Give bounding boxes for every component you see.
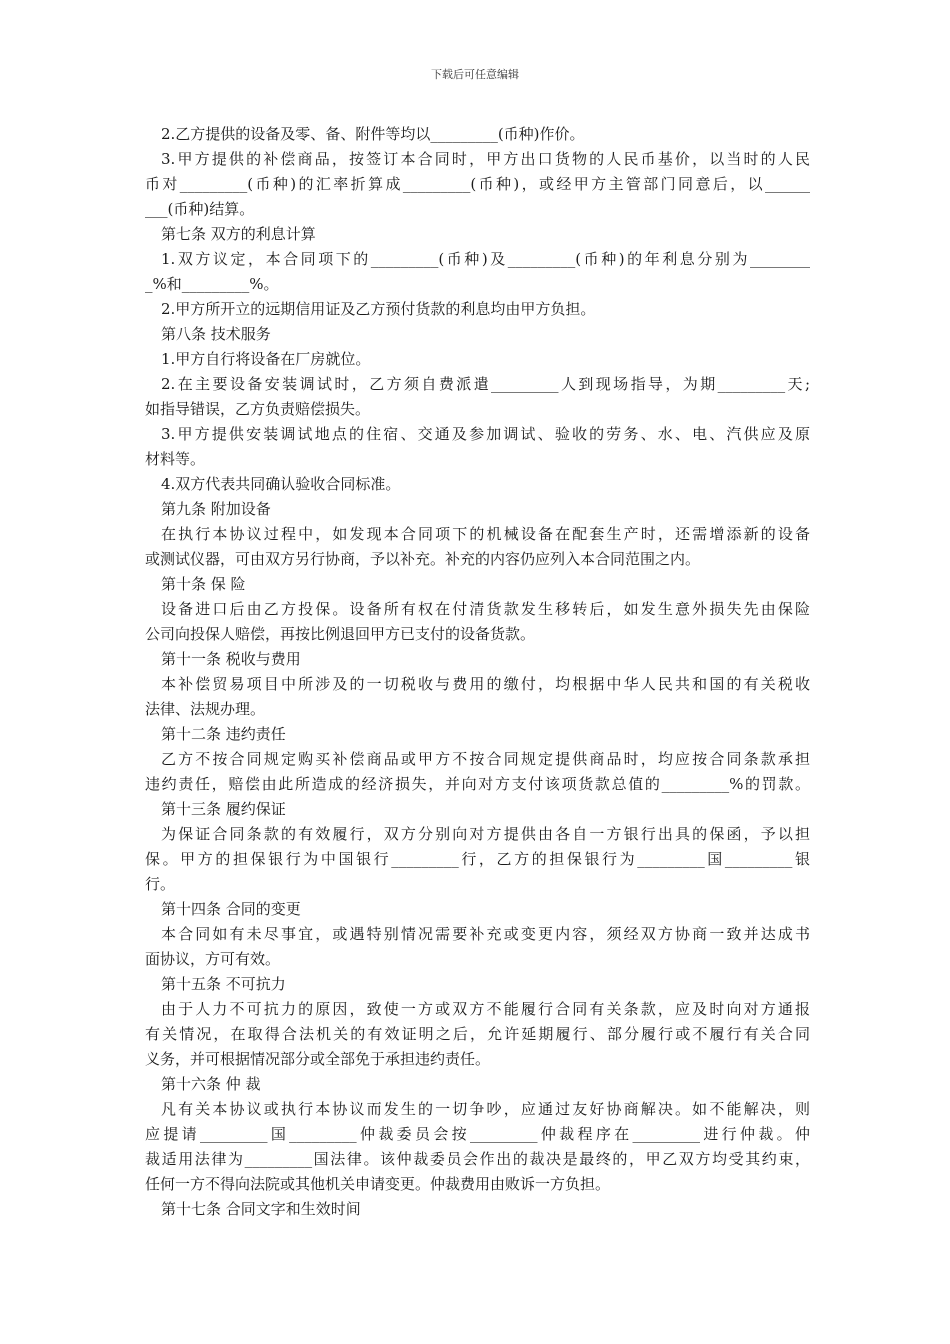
text-line: 或测试仪器，可由双方另行协商，予以补充。补充的内容仍应列入本合同范围之内。 bbox=[145, 550, 701, 568]
text-line: 第八条 技术服务 bbox=[161, 325, 271, 343]
text-line: _%和_________%。 bbox=[145, 275, 279, 293]
text-line: 有关情况，在取得合法机关的有效证明之后，允许延期履行、部分履行或不履行有关合同 bbox=[145, 1025, 810, 1043]
text-line: 违约责任，赔偿由此所造成的经济损失，并向对方支付该项货款总值的_________%的罚款。 bbox=[145, 775, 810, 793]
text-line: 法律、法规办理。 bbox=[145, 700, 266, 718]
text-line: 面协议，方可有效。 bbox=[145, 950, 281, 968]
text-line: 乙方不按合同规定购买补偿商品或甲方不按合同规定提供商品时，均应按合同条款承担 bbox=[161, 750, 810, 768]
text-line: 行。 bbox=[145, 875, 176, 893]
text-line: 3.甲方提供安装调试地点的住宿、交通及参加调试、验收的劳务、水、电、汽供应及原 bbox=[161, 425, 810, 443]
text-line: 2.乙方提供的设备及零、备、附件等均以_________(币种)作价。 bbox=[161, 125, 585, 143]
text-line: 本合同如有未尽事宜，或遇特别情况需要补充或变更内容，须经双方协商一致并达成书 bbox=[161, 925, 810, 943]
text-line: 如指导错误，乙方负责赔偿损失。 bbox=[145, 400, 371, 418]
text-line: 本补偿贸易项目中所涉及的一切税收与费用的缴付，均根据中华人民共和国的有关税收 bbox=[161, 675, 810, 693]
text-line: 由于人力不可抗力的原因，致使一方或双方不能履行合同有关条款，应及时向对方通报 bbox=[161, 1000, 810, 1018]
document-body bbox=[145, 122, 810, 1222]
text-line: 应提请_________国_________仲裁委员会按_________仲裁程序在_________进行仲裁。仲 bbox=[145, 1125, 810, 1143]
text-line: 第十条 保 险 bbox=[161, 575, 246, 593]
text-line: 公司向投保人赔偿，再按比例退回甲方已支付的设备货款。 bbox=[145, 625, 536, 643]
text-line: 2.甲方所开立的远期信用证及乙方预付货款的利息均由甲方负担。 bbox=[161, 300, 596, 318]
text-line: 4.双方代表共同确认验收合同标准。 bbox=[161, 475, 401, 493]
text-line: 设备进口后由乙方投保。设备所有权在付清货款发生移转后，如发生意外损失先由保险 bbox=[161, 600, 810, 618]
text-line: 材料等。 bbox=[145, 450, 206, 468]
text-line: 3.甲方提供的补偿商品，按签订本合同时，甲方出口货物的人民币基价，以当时的人民 bbox=[161, 150, 810, 168]
text-line: 第十三条 履约保证 bbox=[161, 800, 286, 818]
text-line: 2.在主要设备安装调试时，乙方须自费派遣_________人到现场指导，为期_________天; bbox=[161, 375, 810, 393]
text-line: 第七条 双方的利息计算 bbox=[161, 225, 316, 243]
text-line: 第十四条 合同的变更 bbox=[161, 900, 301, 918]
text-line: 裁适用法律为_________国法律。该仲裁委员会作出的裁决是最终的，甲乙双方均受其约束， bbox=[145, 1150, 810, 1168]
text-line: 第十六条 仲 裁 bbox=[161, 1075, 261, 1093]
text-line: ___(币种)结算。 bbox=[145, 200, 255, 218]
text-line: 义务，并可根据情况部分或全部免于承担违约责任。 bbox=[145, 1050, 491, 1068]
text-line: 在执行本协议过程中，如发现本合同项下的机械设备在配套生产时，还需增添新的设备 bbox=[161, 525, 810, 543]
text-line: 凡有关本协议或执行本协议而发生的一切争吵，应通过友好协商解决。如不能解决，则 bbox=[161, 1100, 810, 1118]
text-line: 任何一方不得向法院或其他机关申请变更。仲裁费用由败诉一方负担。 bbox=[145, 1175, 611, 1193]
text-line: 第十五条 不可抗力 bbox=[161, 975, 286, 993]
text-line: 1.双方议定，本合同项下的_________(币种)及_________(币种)的年利息分别为________ bbox=[161, 250, 810, 268]
text-line: 第十一条 税收与费用 bbox=[161, 650, 301, 668]
text-line: 第十七条 合同文字和生效时间 bbox=[161, 1200, 361, 1218]
text-line: 保。甲方的担保银行为中国银行_________行，乙方的担保银行为_________国_________银 bbox=[145, 850, 810, 868]
text-line: 第九条 附加设备 bbox=[161, 500, 271, 518]
text-line: 币对_________(币种)的汇率折算成_________(币种)，或经甲方主管部门同意后，以______ bbox=[145, 175, 810, 193]
text-line: 为保证合同条款的有效履行，双方分别向对方提供由各自一方银行出具的保函，予以担 bbox=[161, 825, 810, 843]
text-line: 1.甲方自行将设备在厂房就位。 bbox=[161, 350, 371, 368]
page-header: 下载后可任意编辑 bbox=[431, 68, 519, 81]
text-line: 第十二条 违约责任 bbox=[161, 725, 286, 743]
